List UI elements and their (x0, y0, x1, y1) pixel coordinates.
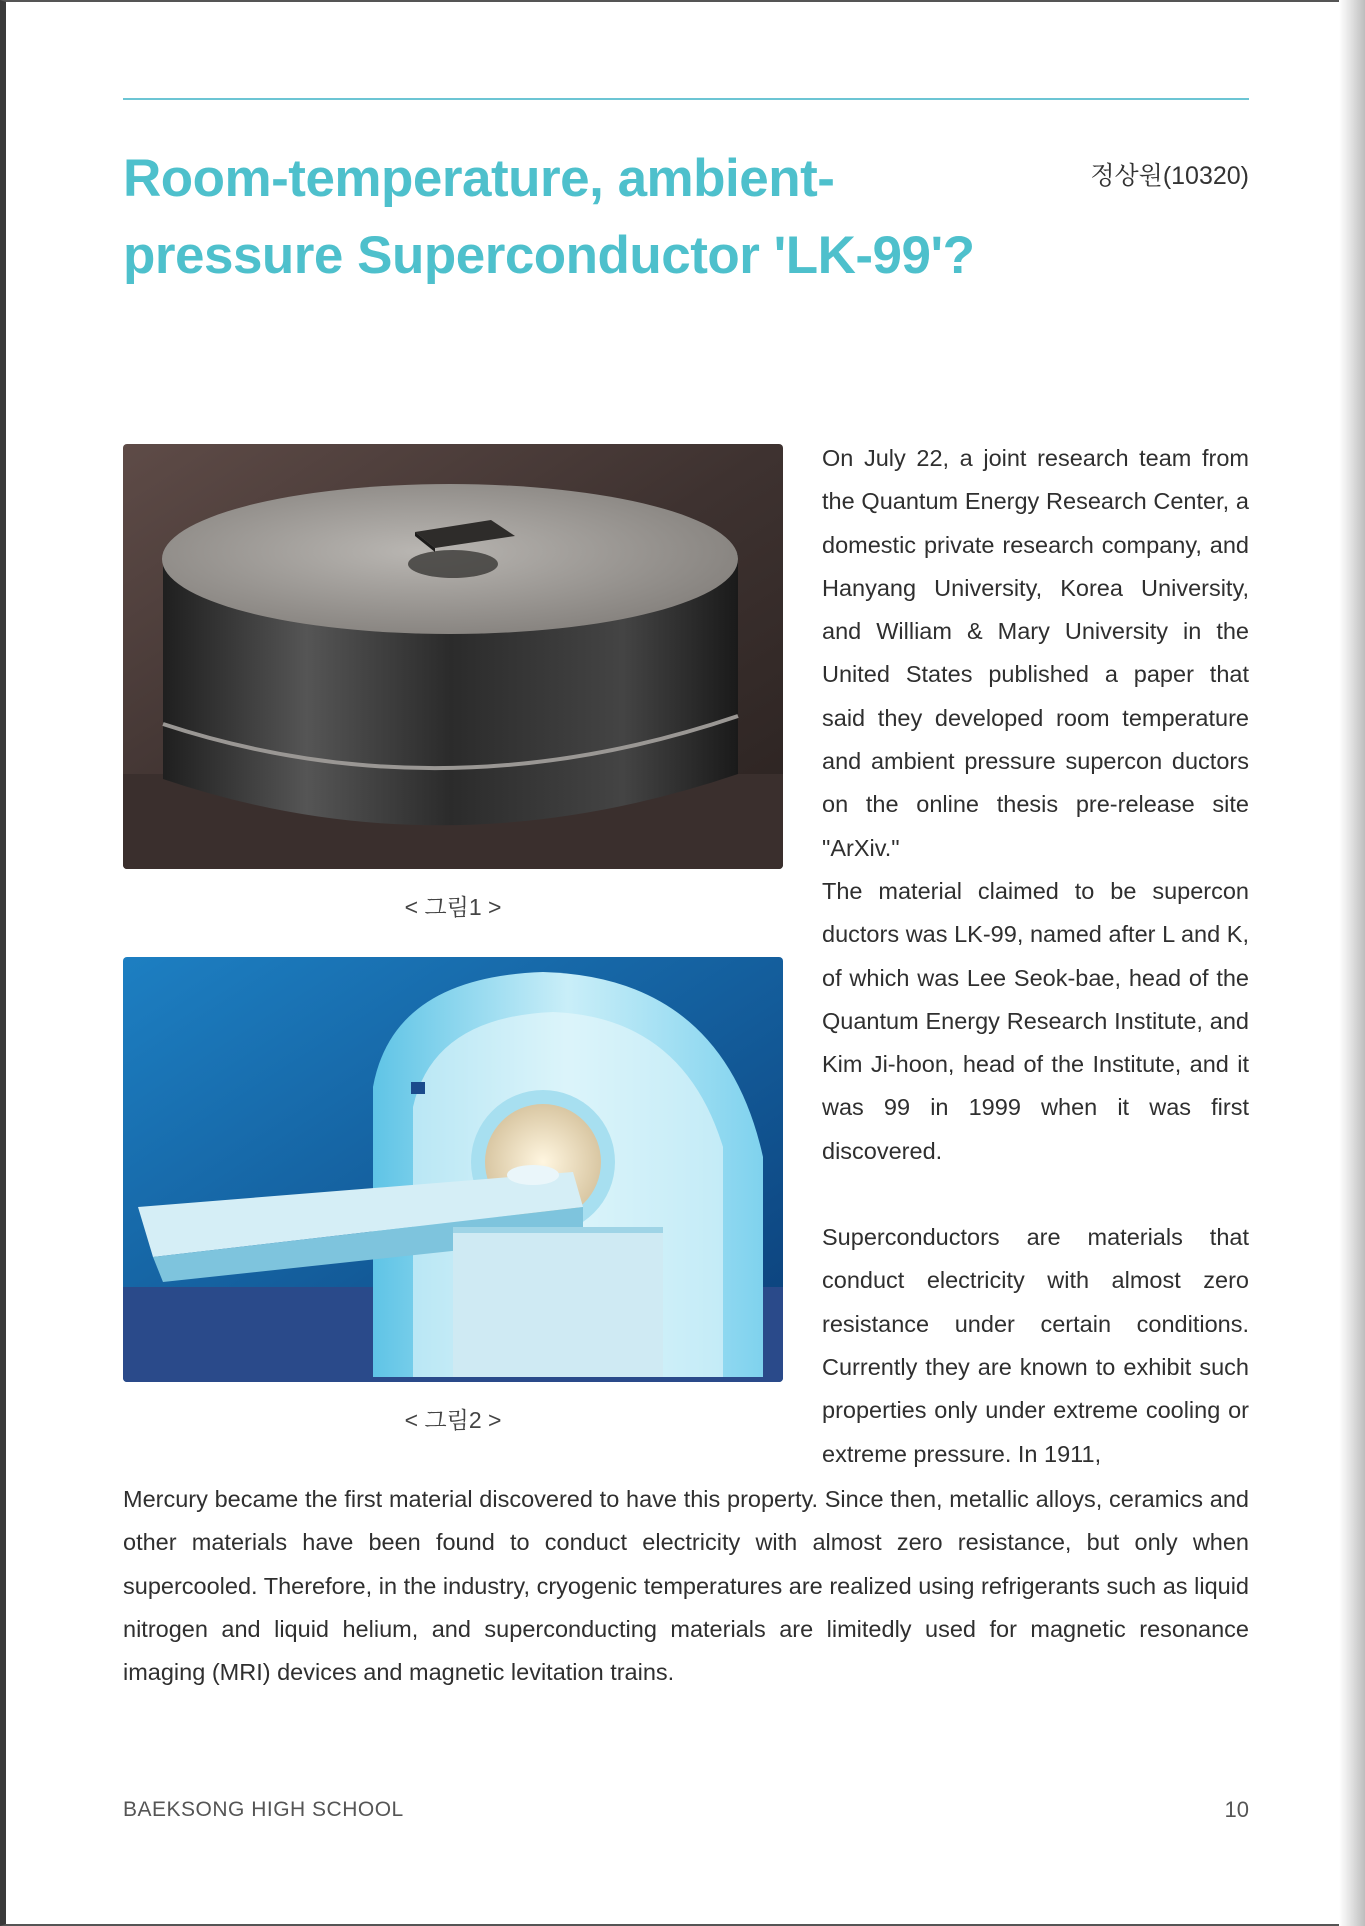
footer-school-name: BAEKSONG HIGH SCHOOL (123, 1798, 404, 1821)
paragraph-3-continued: Mercury became the first material discovered to have this property. Since then, metallic alloys, ceramics and other materials have been found to conduct electricity with almost zero resistance, but only when supercooled. Therefore, in the industry, cryogenic temperatures are realized using refrigerants such as liquid nitrogen and liquid helium, and superconducting materials are limitedly used for magnetic resonance imaging (MRI) devices and magnetic levitation trains. (123, 1486, 1249, 1686)
mri-scanner-photo (123, 957, 783, 1382)
article-full-width-text (123, 1478, 1249, 1694)
paragraph-2: The material claimed to be supercon ductors was LK-99, named after L and K, of which was Lee Seok-bae, head of the Quantum Energy Research Institute, and Kim Ji-hoon, head of the Institute, and it was 99 in 1999 when it was first discovered. (822, 877, 1249, 1164)
paragraph-3-start: Superconductors are materials that conduct electricity with almost zero resistance under certain conditions. Currently they are known to exhibit such properties only under extreme cooling or extreme pressure. In 1911, (822, 1224, 1249, 1467)
figure-1-photo (123, 444, 783, 869)
article-column-text (822, 437, 1249, 1476)
header-rule (123, 98, 1249, 100)
figure-2-caption: < 그림2 > (404, 1407, 502, 1433)
figure-2-photo (123, 957, 783, 1382)
page-number: 10 (1224, 1797, 1249, 1822)
author-name: 정상원(10320) (1090, 162, 1249, 190)
article-title: Room-temperature, ambient-pressure Superconductor 'LK-99'? (123, 149, 975, 285)
levitating-superconductor-photo (123, 444, 783, 869)
page-edge-shadow (1339, 0, 1365, 1926)
figure-1-caption: < 그림1 > (404, 894, 502, 920)
paragraph-1: On July 22, a joint research team from the Quantum Energy Research Center, a domestic private research company, and Hanyang University, Korea University, and William & Mary University in the United States published a paper that said they developed room temperature and ambient pressure supercon ductors on the online thesis pre-release site "ArXiv." (822, 445, 1249, 861)
